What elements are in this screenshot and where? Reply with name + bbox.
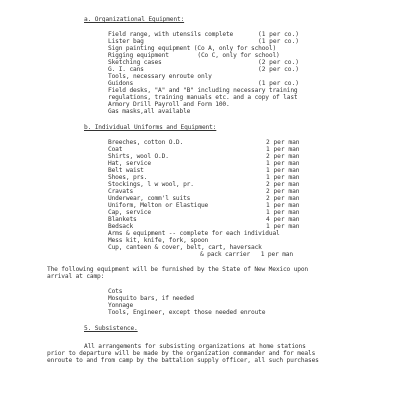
uniform-qty: 2 per man	[266, 139, 300, 146]
uniform-qty: 1 per man	[266, 209, 300, 216]
uniform-item: Uniform, Melton or Elastique	[108, 202, 209, 209]
state-item: Mosquito bars, if needed	[108, 295, 194, 302]
uniform-item: Shoes, prs.	[108, 174, 148, 181]
org-item: Sketching cases	[108, 59, 162, 66]
state-para-line: arrival at camp:	[47, 273, 105, 280]
org-note-line: Gas masks,all available	[108, 108, 191, 115]
uniform-item: Coat	[108, 146, 123, 153]
section-5-heading: 5. Subsistence.	[84, 325, 138, 332]
uniform-qty: 1 per man	[266, 160, 300, 167]
section-b-heading: b. Individual Uniforms and Equipment:	[84, 124, 217, 131]
cup-line: Cup, canteen & cover, belt, cart, haversack	[108, 244, 262, 251]
state-item: Yonnage	[108, 302, 134, 309]
uniform-item: Blankets	[108, 216, 137, 223]
org-qty: (1 per co.)	[258, 31, 299, 38]
org-note-line: Field desks, "A" and "B" including necessary training	[108, 87, 298, 94]
pack-line: & pack carrier 1 per man	[200, 251, 293, 258]
subsistence-line: prior to departure will be made by the organization commander and for meals	[47, 350, 316, 357]
uniform-item: Cravats	[108, 188, 134, 195]
uniform-qty: 2 per man	[266, 195, 300, 202]
org-item: Rigging equipment (Co C, only for school)	[108, 52, 280, 59]
org-item: Lister bag	[108, 38, 144, 45]
uniform-qty: 1 per man	[266, 202, 300, 209]
org-item: Sign painting equipment (Co A, only for school)	[108, 45, 277, 52]
org-note-line: Armory Drill Payroll and Form 100.	[108, 101, 230, 108]
state-item: Cots	[108, 288, 123, 295]
uniform-item: Underwear, comm'l suits	[108, 195, 191, 202]
org-item: Tools, necessary enroute only	[108, 73, 212, 80]
uniform-item: Stockings, l w wool, pr.	[108, 181, 194, 188]
org-qty: (1 per co.)	[258, 80, 299, 87]
uniform-item: Belt waist	[108, 167, 144, 174]
uniform-qty: 2 per man	[266, 153, 300, 160]
uniform-item: Cap, service	[108, 209, 151, 216]
mess-line: Mess kit, knife, fork, spoon	[108, 237, 209, 244]
uniform-item: Shirts, wool O.D.	[108, 153, 169, 160]
state-item: Tools, Engineer, except those needed enroute	[108, 309, 266, 316]
uniform-qty: 2 per man	[266, 181, 300, 188]
uniform-qty: 1 per man	[266, 167, 300, 174]
org-qty: (2 per co.)	[258, 66, 299, 73]
subsistence-line: All arrangements for subsisting organizations at home stations	[84, 343, 306, 350]
uniform-qty: 1 per man	[266, 174, 300, 181]
org-qty: (1 per co.)	[258, 38, 299, 45]
arms-line: Arms & equipment -- complete for each individual	[108, 230, 280, 237]
uniform-item: Hat, service	[108, 160, 151, 167]
uniform-item: Bedsack	[108, 223, 134, 230]
org-item: G. I. cans	[108, 66, 144, 73]
uniform-qty: 1 per man	[266, 223, 300, 230]
uniform-qty: 4 per man	[266, 216, 300, 223]
org-note-line: regulations, training manuals etc. and a copy of last	[108, 94, 298, 101]
org-qty: (2 per co.)	[258, 59, 299, 66]
org-item: Field range, with utensils complete	[108, 31, 234, 38]
state-para-line: The following equipment will be furnished by the State of New Mexico upon	[47, 266, 308, 273]
uniform-qty: 2 per man	[266, 188, 300, 195]
section-a-heading: a. Organizational Equipment:	[84, 16, 185, 23]
org-item: Guidons	[108, 80, 134, 87]
uniform-item: Breeches, cotton O.D.	[108, 139, 184, 146]
subsistence-line: enroute to and from camp by the battalion supply officer, all such purchases	[47, 357, 319, 364]
uniform-qty: 1 per man	[266, 146, 300, 153]
